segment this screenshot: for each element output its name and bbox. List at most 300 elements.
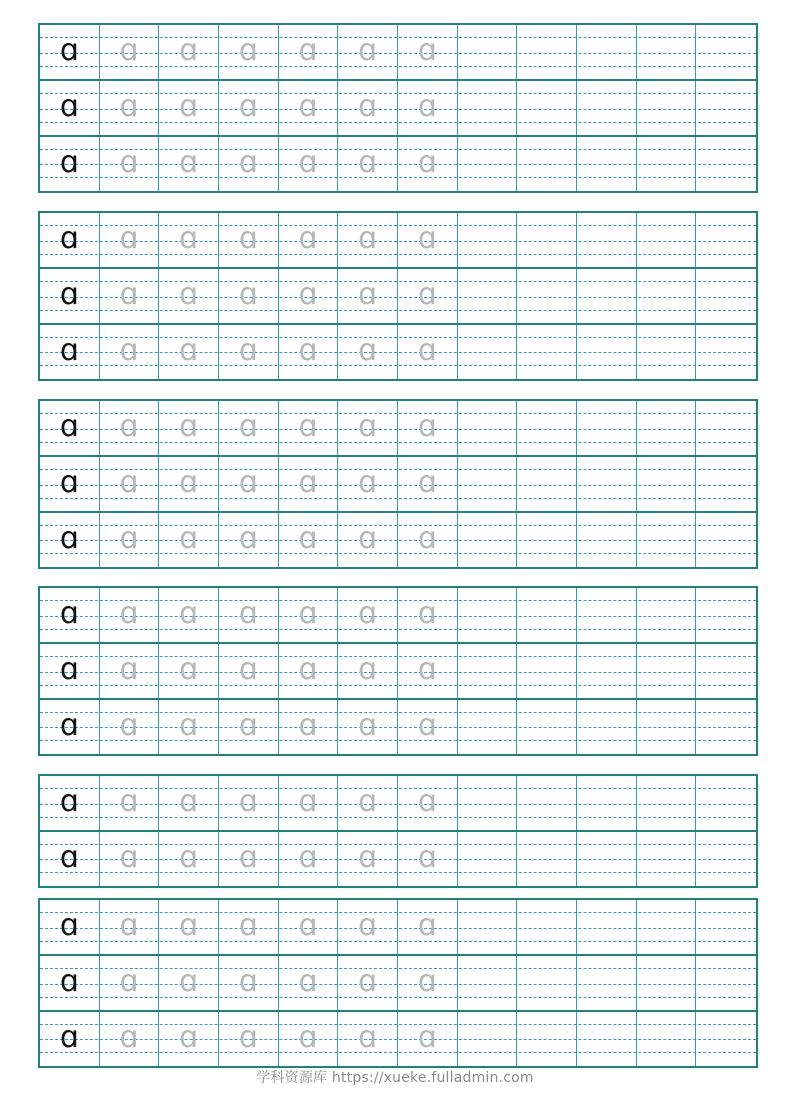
model-letter: ɑ (59, 33, 79, 68)
trace-cell (219, 700, 279, 754)
model-letter: ɑ (59, 840, 79, 875)
trace-cell (279, 776, 339, 830)
blank-cell[interactable] (577, 776, 637, 830)
blank-cell[interactable] (577, 25, 637, 79)
trace-cell (398, 137, 458, 191)
trace-cell (159, 900, 219, 954)
blank-cell[interactable] (458, 137, 518, 191)
trace-cell (100, 700, 160, 754)
trace-cell (219, 776, 279, 830)
blank-cell[interactable] (517, 213, 577, 267)
trace-letter: ɑ (238, 708, 258, 743)
blank-cell[interactable] (517, 956, 577, 1010)
trace-cell (100, 900, 160, 954)
trace-letter: ɑ (179, 964, 199, 999)
trace-letter: ɑ (238, 1020, 258, 1055)
trace-letter: ɑ (417, 89, 437, 124)
model-letter: ɑ (59, 221, 79, 256)
trace-cell (338, 269, 398, 323)
trace-letter: ɑ (119, 409, 139, 444)
blank-cell[interactable] (458, 588, 518, 642)
trace-letter: ɑ (119, 333, 139, 368)
trace-letter: ɑ (238, 652, 258, 687)
trace-letter: ɑ (238, 596, 258, 631)
blank-cell[interactable] (696, 513, 756, 567)
blank-cell[interactable] (637, 700, 697, 754)
blank-cell[interactable] (517, 325, 577, 379)
trace-cell (338, 776, 398, 830)
trace-letter: ɑ (358, 908, 378, 943)
trace-letter: ɑ (358, 333, 378, 368)
trace-cell (338, 900, 398, 954)
model-letter: ɑ (59, 784, 79, 819)
trace-cell (100, 457, 160, 511)
model-letter: ɑ (59, 89, 79, 124)
model-cell (40, 325, 100, 379)
blank-cell[interactable] (637, 513, 697, 567)
trace-cell (219, 213, 279, 267)
trace-letter: ɑ (358, 652, 378, 687)
trace-cell (279, 900, 339, 954)
blank-cell[interactable] (696, 644, 756, 698)
writing-row (40, 325, 756, 379)
model-letter: ɑ (59, 277, 79, 312)
writing-row (40, 644, 756, 700)
blank-cell[interactable] (458, 213, 518, 267)
blank-cell[interactable] (637, 325, 697, 379)
blank-cell[interactable] (696, 588, 756, 642)
trace-cell (219, 137, 279, 191)
model-letter: ɑ (59, 521, 79, 556)
trace-letter: ɑ (179, 521, 199, 556)
blank-cell[interactable] (637, 213, 697, 267)
trace-letter: ɑ (358, 221, 378, 256)
trace-letter: ɑ (238, 784, 258, 819)
trace-letter: ɑ (298, 596, 318, 631)
blank-cell[interactable] (577, 588, 637, 642)
writing-row (40, 137, 756, 191)
trace-cell (219, 325, 279, 379)
trace-cell (398, 1012, 458, 1066)
trace-cell (100, 513, 160, 567)
trace-letter: ɑ (358, 1020, 378, 1055)
blank-cell[interactable] (517, 700, 577, 754)
model-cell (40, 700, 100, 754)
model-cell (40, 900, 100, 954)
trace-cell (100, 832, 160, 886)
trace-letter: ɑ (417, 596, 437, 631)
trace-letter: ɑ (298, 89, 318, 124)
blank-cell[interactable] (696, 700, 756, 754)
blank-cell[interactable] (637, 644, 697, 698)
trace-cell (100, 956, 160, 1010)
blank-cell[interactable] (696, 213, 756, 267)
trace-cell (279, 457, 339, 511)
trace-cell (279, 269, 339, 323)
trace-letter: ɑ (119, 221, 139, 256)
trace-cell (398, 325, 458, 379)
model-cell (40, 213, 100, 267)
trace-letter: ɑ (417, 784, 437, 819)
trace-letter: ɑ (298, 840, 318, 875)
blank-cell[interactable] (696, 25, 756, 79)
trace-letter: ɑ (417, 33, 437, 68)
trace-letter: ɑ (417, 333, 437, 368)
blank-cell[interactable] (458, 513, 518, 567)
blank-cell[interactable] (637, 956, 697, 1010)
trace-letter: ɑ (119, 708, 139, 743)
practice-block (38, 586, 758, 756)
trace-cell (159, 325, 219, 379)
blank-cell[interactable] (577, 956, 637, 1010)
blank-cell[interactable] (577, 325, 637, 379)
writing-row (40, 269, 756, 325)
trace-letter: ɑ (179, 277, 199, 312)
trace-letter: ɑ (298, 221, 318, 256)
model-cell (40, 1012, 100, 1066)
trace-letter: ɑ (358, 596, 378, 631)
blank-cell[interactable] (458, 956, 518, 1010)
blank-cell[interactable] (696, 1012, 756, 1066)
blank-cell[interactable] (517, 457, 577, 511)
blank-cell[interactable] (517, 25, 577, 79)
trace-cell (219, 588, 279, 642)
trace-cell (100, 325, 160, 379)
trace-cell (338, 513, 398, 567)
trace-cell (338, 213, 398, 267)
trace-cell (398, 776, 458, 830)
trace-letter: ɑ (179, 708, 199, 743)
model-cell (40, 25, 100, 79)
trace-cell (219, 900, 279, 954)
trace-cell (100, 644, 160, 698)
trace-cell (159, 700, 219, 754)
blank-cell[interactable] (577, 213, 637, 267)
trace-cell (219, 1012, 279, 1066)
trace-cell (159, 513, 219, 567)
blank-cell[interactable] (517, 900, 577, 954)
writing-row (40, 213, 756, 269)
blank-cell[interactable] (577, 832, 637, 886)
blank-cell[interactable] (637, 832, 697, 886)
trace-letter: ɑ (238, 33, 258, 68)
trace-letter: ɑ (417, 840, 437, 875)
trace-cell (219, 457, 279, 511)
blank-cell[interactable] (517, 269, 577, 323)
model-letter: ɑ (59, 908, 79, 943)
trace-cell (338, 588, 398, 642)
trace-letter: ɑ (238, 465, 258, 500)
blank-cell[interactable] (517, 81, 577, 135)
trace-letter: ɑ (238, 908, 258, 943)
trace-cell (279, 213, 339, 267)
blank-cell[interactable] (517, 401, 577, 455)
blank-cell[interactable] (637, 776, 697, 830)
blank-cell[interactable] (577, 137, 637, 191)
blank-cell[interactable] (696, 900, 756, 954)
trace-cell (338, 401, 398, 455)
blank-cell[interactable] (458, 900, 518, 954)
blank-cell[interactable] (637, 401, 697, 455)
blank-cell[interactable] (637, 25, 697, 79)
blank-cell[interactable] (637, 588, 697, 642)
trace-cell (100, 137, 160, 191)
trace-letter: ɑ (298, 908, 318, 943)
blank-cell[interactable] (458, 325, 518, 379)
blank-cell[interactable] (696, 776, 756, 830)
trace-letter: ɑ (298, 784, 318, 819)
trace-letter: ɑ (417, 409, 437, 444)
trace-cell (279, 832, 339, 886)
writing-row (40, 457, 756, 513)
model-cell (40, 644, 100, 698)
writing-row (40, 1012, 756, 1066)
trace-cell (338, 1012, 398, 1066)
trace-cell (279, 137, 339, 191)
trace-cell (159, 269, 219, 323)
blank-cell[interactable] (458, 1012, 518, 1066)
model-cell (40, 457, 100, 511)
blank-cell[interactable] (696, 137, 756, 191)
trace-letter: ɑ (358, 145, 378, 180)
trace-cell (338, 956, 398, 1010)
trace-letter: ɑ (119, 277, 139, 312)
blank-cell[interactable] (458, 832, 518, 886)
trace-cell (398, 213, 458, 267)
trace-cell (159, 588, 219, 642)
trace-cell (279, 81, 339, 135)
blank-cell[interactable] (696, 325, 756, 379)
trace-letter: ɑ (238, 277, 258, 312)
trace-letter: ɑ (417, 221, 437, 256)
model-cell (40, 588, 100, 642)
trace-cell (338, 644, 398, 698)
trace-letter: ɑ (417, 1020, 437, 1055)
trace-letter: ɑ (119, 145, 139, 180)
writing-row (40, 588, 756, 644)
trace-cell (398, 457, 458, 511)
writing-row (40, 81, 756, 137)
trace-letter: ɑ (238, 221, 258, 256)
blank-cell[interactable] (577, 401, 637, 455)
blank-cell[interactable] (577, 1012, 637, 1066)
trace-letter: ɑ (298, 465, 318, 500)
trace-cell (159, 776, 219, 830)
trace-letter: ɑ (119, 521, 139, 556)
trace-letter: ɑ (417, 652, 437, 687)
trace-letter: ɑ (119, 784, 139, 819)
trace-letter: ɑ (179, 596, 199, 631)
trace-letter: ɑ (358, 784, 378, 819)
trace-letter: ɑ (179, 145, 199, 180)
trace-cell (338, 832, 398, 886)
trace-cell (398, 513, 458, 567)
trace-letter: ɑ (179, 89, 199, 124)
trace-cell (159, 1012, 219, 1066)
writing-row (40, 832, 756, 886)
trace-letter: ɑ (358, 277, 378, 312)
blank-cell[interactable] (517, 137, 577, 191)
trace-letter: ɑ (298, 277, 318, 312)
blank-cell[interactable] (696, 956, 756, 1010)
trace-cell (398, 81, 458, 135)
model-cell (40, 137, 100, 191)
blank-cell[interactable] (458, 644, 518, 698)
blank-cell[interactable] (637, 900, 697, 954)
trace-letter: ɑ (298, 964, 318, 999)
blank-cell[interactable] (577, 269, 637, 323)
trace-cell (100, 25, 160, 79)
trace-cell (398, 956, 458, 1010)
trace-cell (279, 588, 339, 642)
trace-cell (159, 25, 219, 79)
blank-cell[interactable] (458, 401, 518, 455)
trace-letter: ɑ (179, 465, 199, 500)
blank-cell[interactable] (696, 81, 756, 135)
trace-letter: ɑ (417, 277, 437, 312)
trace-letter: ɑ (238, 333, 258, 368)
trace-letter: ɑ (238, 521, 258, 556)
model-letter: ɑ (59, 652, 79, 687)
trace-cell (159, 213, 219, 267)
trace-cell (219, 401, 279, 455)
writing-row (40, 956, 756, 1012)
blank-cell[interactable] (517, 776, 577, 830)
trace-cell (279, 325, 339, 379)
trace-cell (279, 644, 339, 698)
trace-cell (219, 269, 279, 323)
blank-cell[interactable] (517, 832, 577, 886)
footer-watermark: 学科资源库 https://xueke.fulladmin.com (256, 1070, 534, 1086)
blank-cell[interactable] (696, 457, 756, 511)
trace-cell (159, 81, 219, 135)
trace-letter: ɑ (358, 33, 378, 68)
trace-cell (338, 25, 398, 79)
trace-letter: ɑ (417, 521, 437, 556)
writing-row (40, 900, 756, 956)
trace-cell (219, 513, 279, 567)
writing-row (40, 776, 756, 832)
model-letter: ɑ (59, 1020, 79, 1055)
model-cell (40, 776, 100, 830)
blank-cell[interactable] (637, 81, 697, 135)
trace-cell (398, 832, 458, 886)
model-letter: ɑ (59, 964, 79, 999)
trace-letter: ɑ (238, 89, 258, 124)
trace-cell (100, 213, 160, 267)
blank-cell[interactable] (637, 457, 697, 511)
trace-cell (279, 700, 339, 754)
trace-cell (159, 457, 219, 511)
blank-cell[interactable] (517, 644, 577, 698)
blank-cell[interactable] (458, 457, 518, 511)
trace-letter: ɑ (358, 465, 378, 500)
trace-cell (159, 956, 219, 1010)
blank-cell[interactable] (577, 700, 637, 754)
trace-cell (398, 700, 458, 754)
blank-cell[interactable] (637, 137, 697, 191)
trace-cell (279, 956, 339, 1010)
writing-row (40, 25, 756, 81)
blank-cell[interactable] (458, 700, 518, 754)
trace-cell (338, 137, 398, 191)
trace-letter: ɑ (119, 964, 139, 999)
blank-cell[interactable] (577, 900, 637, 954)
trace-letter: ɑ (298, 652, 318, 687)
trace-cell (219, 832, 279, 886)
trace-letter: ɑ (179, 221, 199, 256)
model-letter: ɑ (59, 145, 79, 180)
trace-cell (219, 644, 279, 698)
blank-cell[interactable] (577, 644, 637, 698)
practice-block (38, 23, 758, 193)
blank-cell[interactable] (458, 25, 518, 79)
trace-letter: ɑ (119, 908, 139, 943)
blank-cell[interactable] (458, 269, 518, 323)
blank-cell[interactable] (517, 513, 577, 567)
blank-cell[interactable] (458, 776, 518, 830)
trace-letter: ɑ (298, 333, 318, 368)
trace-letter: ɑ (358, 708, 378, 743)
trace-cell (398, 900, 458, 954)
blank-cell[interactable] (696, 832, 756, 886)
trace-letter: ɑ (238, 964, 258, 999)
model-letter: ɑ (59, 465, 79, 500)
blank-cell[interactable] (637, 1012, 697, 1066)
trace-cell (338, 325, 398, 379)
trace-cell (338, 700, 398, 754)
trace-letter: ɑ (119, 465, 139, 500)
trace-letter: ɑ (179, 33, 199, 68)
model-letter: ɑ (59, 409, 79, 444)
blank-cell[interactable] (517, 588, 577, 642)
trace-cell (398, 25, 458, 79)
model-cell (40, 269, 100, 323)
writing-row (40, 700, 756, 754)
trace-cell (100, 1012, 160, 1066)
trace-letter: ɑ (119, 652, 139, 687)
trace-letter: ɑ (358, 840, 378, 875)
model-cell (40, 81, 100, 135)
blank-cell[interactable] (517, 1012, 577, 1066)
trace-cell (100, 776, 160, 830)
blank-cell[interactable] (696, 401, 756, 455)
trace-letter: ɑ (298, 521, 318, 556)
blank-cell[interactable] (577, 513, 637, 567)
trace-letter: ɑ (179, 908, 199, 943)
trace-letter: ɑ (179, 333, 199, 368)
blank-cell[interactable] (577, 81, 637, 135)
trace-cell (159, 137, 219, 191)
trace-letter: ɑ (179, 409, 199, 444)
model-cell (40, 832, 100, 886)
trace-letter: ɑ (298, 409, 318, 444)
trace-cell (398, 644, 458, 698)
blank-cell[interactable] (637, 269, 697, 323)
trace-cell (159, 832, 219, 886)
trace-cell (100, 401, 160, 455)
trace-letter: ɑ (179, 652, 199, 687)
model-letter: ɑ (59, 596, 79, 631)
trace-cell (159, 401, 219, 455)
trace-cell (398, 588, 458, 642)
trace-letter: ɑ (179, 1020, 199, 1055)
blank-cell[interactable] (696, 269, 756, 323)
blank-cell[interactable] (458, 81, 518, 135)
trace-cell (219, 956, 279, 1010)
blank-cell[interactable] (577, 457, 637, 511)
trace-letter: ɑ (298, 145, 318, 180)
